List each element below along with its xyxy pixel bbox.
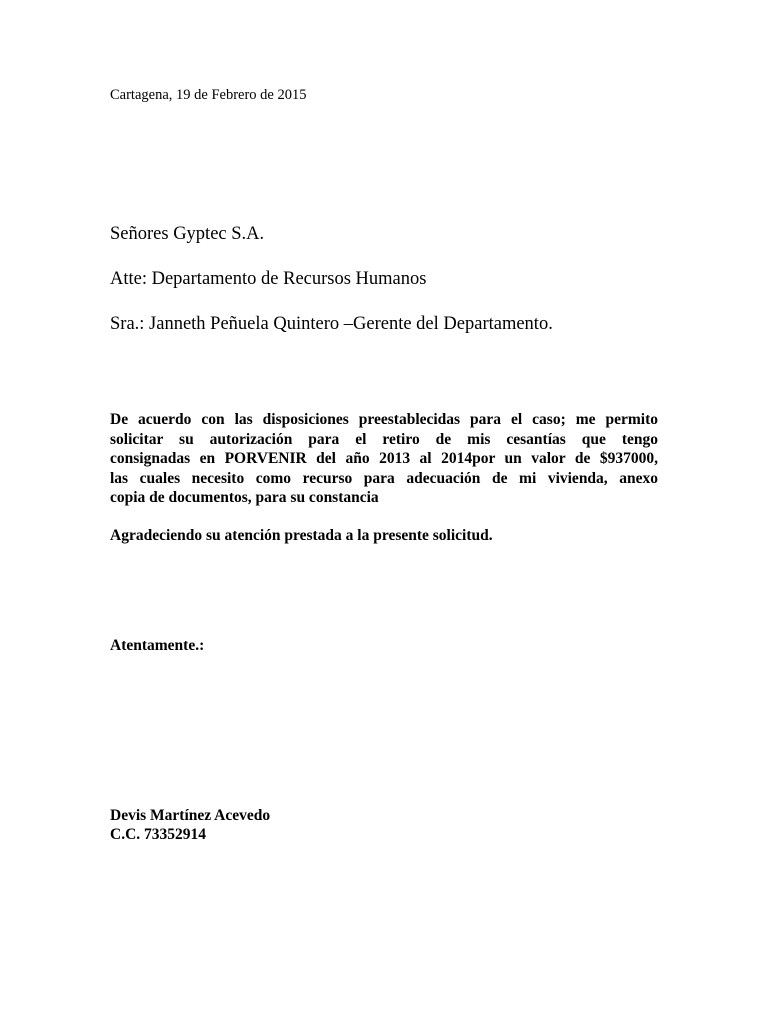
letter-date: Cartagena, 19 de Febrero de 2015	[110, 87, 307, 103]
body-line: copia de documentos, para su constancia	[110, 489, 379, 506]
letter-body	[110, 410, 658, 508]
body-line: De acuerdo con las disposiciones preestablecidas para el caso; me permito	[110, 411, 658, 428]
closing-line: Atentamente.:	[110, 637, 205, 654]
thanks-line: Agradeciendo su atención prestada a la presente solicitud.	[110, 527, 493, 544]
body-line: consignadas en PORVENIR del año 2013 al 2014por un valor de $937000,	[110, 450, 658, 467]
addressee-company: Señores Gyptec S.A.	[110, 224, 265, 244]
body-line: solicitar su autorización para el retiro de mis cesantías que tengo	[110, 430, 658, 448]
addressee-recipient: Sra.: Janneth Peñuela Quintero –Gerente del Departamento.	[110, 314, 553, 334]
addressee-attention: Atte: Departamento de Recursos Humanos	[110, 269, 427, 289]
body-line: las cuales necesito como recurso para adecuación de mi vivienda, anexo	[110, 469, 658, 487]
signature-name: Devis Martínez Acevedo	[110, 807, 271, 824]
signature-id: C.C. 73352914	[110, 826, 207, 843]
